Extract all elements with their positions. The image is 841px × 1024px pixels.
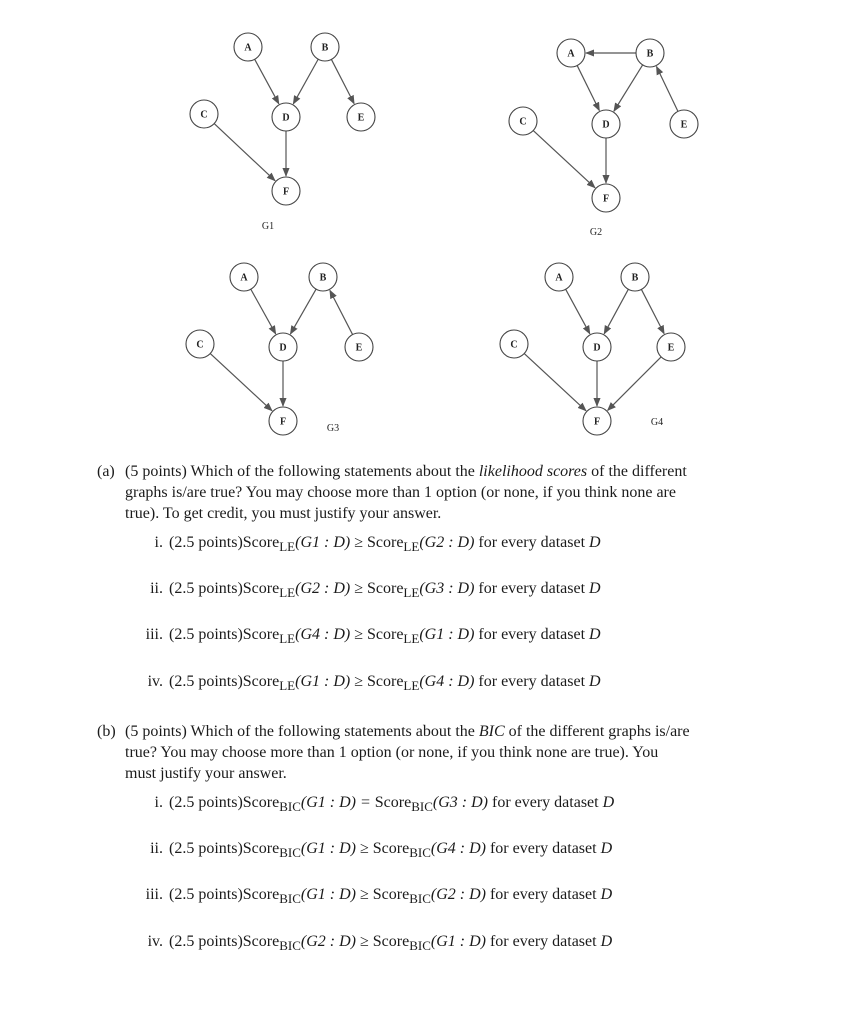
score-argument: (G3 : D): [432, 794, 488, 811]
score-subscript: BIC: [279, 891, 301, 906]
graph-caption: G1: [261, 221, 275, 232]
node-label: B: [319, 272, 327, 284]
node-label: C: [196, 339, 204, 351]
option-1: [125, 792, 614, 813]
node-label: A: [240, 272, 248, 284]
question-b-body: [125, 721, 805, 953]
node-e: [670, 110, 698, 138]
node-d: [592, 110, 620, 138]
option-points: (2.5 points): [169, 794, 243, 811]
score-argument: (G4 : D): [419, 673, 475, 690]
option-2: [125, 578, 601, 599]
node-label: B: [321, 42, 329, 54]
score-argument: (G2 : D) ≥: [300, 933, 373, 950]
edge-b-to-d: [614, 65, 643, 111]
score-argument: (G1 : D): [419, 626, 475, 643]
score-argument: (G4 : D): [430, 840, 486, 857]
node-e: [657, 333, 685, 361]
edge-b-to-d: [604, 289, 628, 334]
question-a-intro-line1: (5 points) Which of the following statements about the likelihood scores of the different: [125, 463, 687, 480]
dataset-variable: D: [600, 933, 613, 950]
node-a: [557, 39, 585, 67]
node-label: E: [355, 342, 363, 354]
edge-b-to-d: [290, 289, 316, 334]
score-argument: (G4 : D) ≥: [295, 626, 367, 643]
node-c: [186, 330, 214, 358]
dataset-variable: D: [602, 794, 615, 811]
node-label: E: [680, 119, 688, 131]
node-label: E: [667, 342, 675, 354]
node-label: A: [555, 272, 563, 284]
node-f: [583, 407, 611, 435]
score-subscript: BIC: [409, 938, 431, 953]
edge-c-to-f: [210, 354, 272, 411]
option-3: [125, 884, 612, 905]
node-d: [583, 333, 611, 361]
node-e: [347, 103, 375, 131]
option-tail: for every dataset: [474, 580, 590, 597]
node-label: C: [510, 339, 518, 351]
node-label: D: [279, 342, 287, 354]
option-tail: for every dataset: [487, 794, 603, 811]
option-points: (2.5 points): [169, 673, 243, 690]
node-d: [269, 333, 297, 361]
option-number: iii.: [145, 626, 163, 643]
node-label: B: [631, 272, 639, 284]
score-argument: (G1 : D) ≥: [295, 673, 367, 690]
option-points: (2.5 points): [169, 933, 243, 950]
score-argument: (G1 : D) ≥: [300, 840, 373, 857]
score-label: Score: [372, 933, 410, 950]
question-b-label: (b): [97, 723, 116, 740]
score-subscript: LE: [279, 539, 296, 554]
score-label: Score: [374, 794, 412, 811]
score-argument: (G1 : D) ≥: [295, 534, 367, 551]
dataset-variable: D: [600, 886, 613, 903]
option-number: iv.: [147, 933, 163, 950]
node-b: [311, 33, 339, 61]
question-a-intro-line3: true). To get credit, you must justify your answer.: [125, 505, 442, 522]
score-argument: (G2 : D): [419, 534, 475, 551]
question-b-intro-line1: (5 points) Which of the following statements about the BIC of the different graphs is/are: [125, 723, 690, 740]
graph-caption: G2: [589, 227, 603, 238]
dataset-variable: D: [589, 534, 601, 551]
option-4: [125, 931, 612, 952]
node-d: [272, 103, 300, 131]
score-label: Score: [242, 626, 280, 643]
dataset-variable: D: [589, 580, 601, 597]
score-subscript: LE: [403, 631, 420, 646]
option-number: ii.: [150, 580, 163, 597]
graph-g2: [509, 39, 698, 238]
option-points: (2.5 points): [169, 886, 243, 903]
score-subscript: BIC: [411, 799, 433, 814]
option-points: (2.5 points): [169, 840, 243, 857]
score-argument: (G1 : D) =: [300, 794, 375, 811]
node-c: [509, 107, 537, 135]
option-tail: for every dataset: [474, 626, 590, 643]
score-label: Score: [242, 886, 280, 903]
node-a: [230, 263, 258, 291]
score-subscript: LE: [279, 678, 296, 693]
node-label: D: [593, 342, 601, 354]
score-label: Score: [366, 626, 404, 643]
node-label: A: [567, 48, 575, 60]
node-c: [500, 330, 528, 358]
graph-figures: [0, 0, 841, 450]
score-label: Score: [242, 673, 280, 690]
node-f: [269, 407, 297, 435]
node-label: F: [279, 416, 287, 428]
score-label: Score: [242, 794, 280, 811]
graph-g1: [190, 33, 375, 232]
score-subscript: LE: [279, 585, 296, 600]
score-argument: (G2 : D) ≥: [295, 580, 367, 597]
edge-e-to-b: [330, 290, 353, 334]
score-label: Score: [372, 886, 410, 903]
node-label: C: [519, 116, 527, 128]
option-points: (2.5 points): [169, 626, 243, 643]
edge-b-to-e: [331, 59, 354, 103]
edge-a-to-d: [566, 289, 590, 334]
node-f: [272, 177, 300, 205]
score-label: Score: [242, 580, 280, 597]
edge-b-to-e: [641, 289, 664, 333]
node-c: [190, 100, 218, 128]
node-e: [345, 333, 373, 361]
score-subscript: LE: [403, 678, 420, 693]
option-number: iv.: [147, 673, 163, 690]
node-label: B: [646, 48, 654, 60]
edge-c-to-f: [533, 131, 595, 188]
dataset-variable: D: [589, 673, 601, 690]
option-number: iii.: [145, 886, 163, 903]
score-subscript: LE: [279, 631, 296, 646]
node-label: F: [282, 186, 290, 198]
question-b-intro-line3: must justify your answer.: [125, 765, 287, 782]
option-points: (2.5 points): [169, 534, 243, 551]
score-subscript: BIC: [279, 845, 301, 860]
node-b: [309, 263, 337, 291]
node-b: [621, 263, 649, 291]
option-number: ii.: [150, 840, 163, 857]
score-label: Score: [366, 673, 404, 690]
node-label: A: [244, 42, 252, 54]
edge-a-to-d: [251, 289, 276, 334]
node-a: [234, 33, 262, 61]
node-b: [636, 39, 664, 67]
score-argument: (G3 : D): [419, 580, 475, 597]
graph-g3: [186, 263, 373, 435]
question-a-body: [125, 461, 805, 693]
node-label: C: [200, 109, 208, 121]
node-label: D: [602, 119, 610, 131]
edge-b-to-d: [293, 59, 318, 104]
question-a-intro-line2: graphs is/are true? You may choose more than 1 option (or none, if you think none are: [125, 484, 676, 501]
option-tail: for every dataset: [485, 933, 601, 950]
score-argument: (G1 : D) ≥: [300, 886, 373, 903]
score-subscript: LE: [403, 585, 420, 600]
dataset-variable: D: [589, 626, 601, 643]
score-subscript: BIC: [409, 891, 431, 906]
edge-e-to-f: [608, 357, 661, 410]
option-1: [125, 532, 601, 553]
node-label: F: [602, 193, 610, 205]
score-label: Score: [372, 840, 410, 857]
score-label: Score: [366, 580, 404, 597]
graph-caption: G3: [326, 423, 340, 434]
edge-a-to-d: [577, 66, 599, 111]
option-tail: for every dataset: [485, 840, 601, 857]
option-tail: for every dataset: [474, 673, 590, 690]
node-label: E: [357, 112, 365, 124]
question-b-intro-line2: true? You may choose more than 1 option (or none, if you think none are true). You: [125, 744, 659, 761]
edge-e-to-b: [656, 67, 677, 112]
score-label: Score: [242, 840, 280, 857]
option-number: i.: [154, 794, 163, 811]
score-subscript: BIC: [279, 799, 301, 814]
node-f: [592, 184, 620, 212]
score-argument: (G1 : D): [430, 933, 486, 950]
score-label: Score: [242, 933, 280, 950]
dataset-variable: D: [600, 840, 613, 857]
score-label: Score: [366, 534, 404, 551]
score-subscript: LE: [403, 539, 420, 554]
option-points: (2.5 points): [169, 580, 243, 597]
node-label: F: [593, 416, 601, 428]
score-label: Score: [242, 534, 280, 551]
option-2: [125, 838, 612, 859]
graph-caption: G4: [650, 417, 664, 428]
edge-a-to-d: [255, 59, 279, 104]
node-a: [545, 263, 573, 291]
option-3: [125, 624, 601, 645]
option-number: i.: [154, 534, 163, 551]
question-a-label: (a): [97, 463, 115, 480]
score-argument: (G2 : D): [430, 886, 486, 903]
node-label: D: [282, 112, 290, 124]
edge-c-to-f: [524, 354, 586, 411]
graph-g4: [500, 263, 685, 435]
option-tail: for every dataset: [474, 534, 590, 551]
option-4: [125, 671, 601, 692]
score-subscript: BIC: [409, 845, 431, 860]
score-subscript: BIC: [279, 938, 301, 953]
option-tail: for every dataset: [485, 886, 601, 903]
edge-c-to-f: [214, 124, 275, 181]
